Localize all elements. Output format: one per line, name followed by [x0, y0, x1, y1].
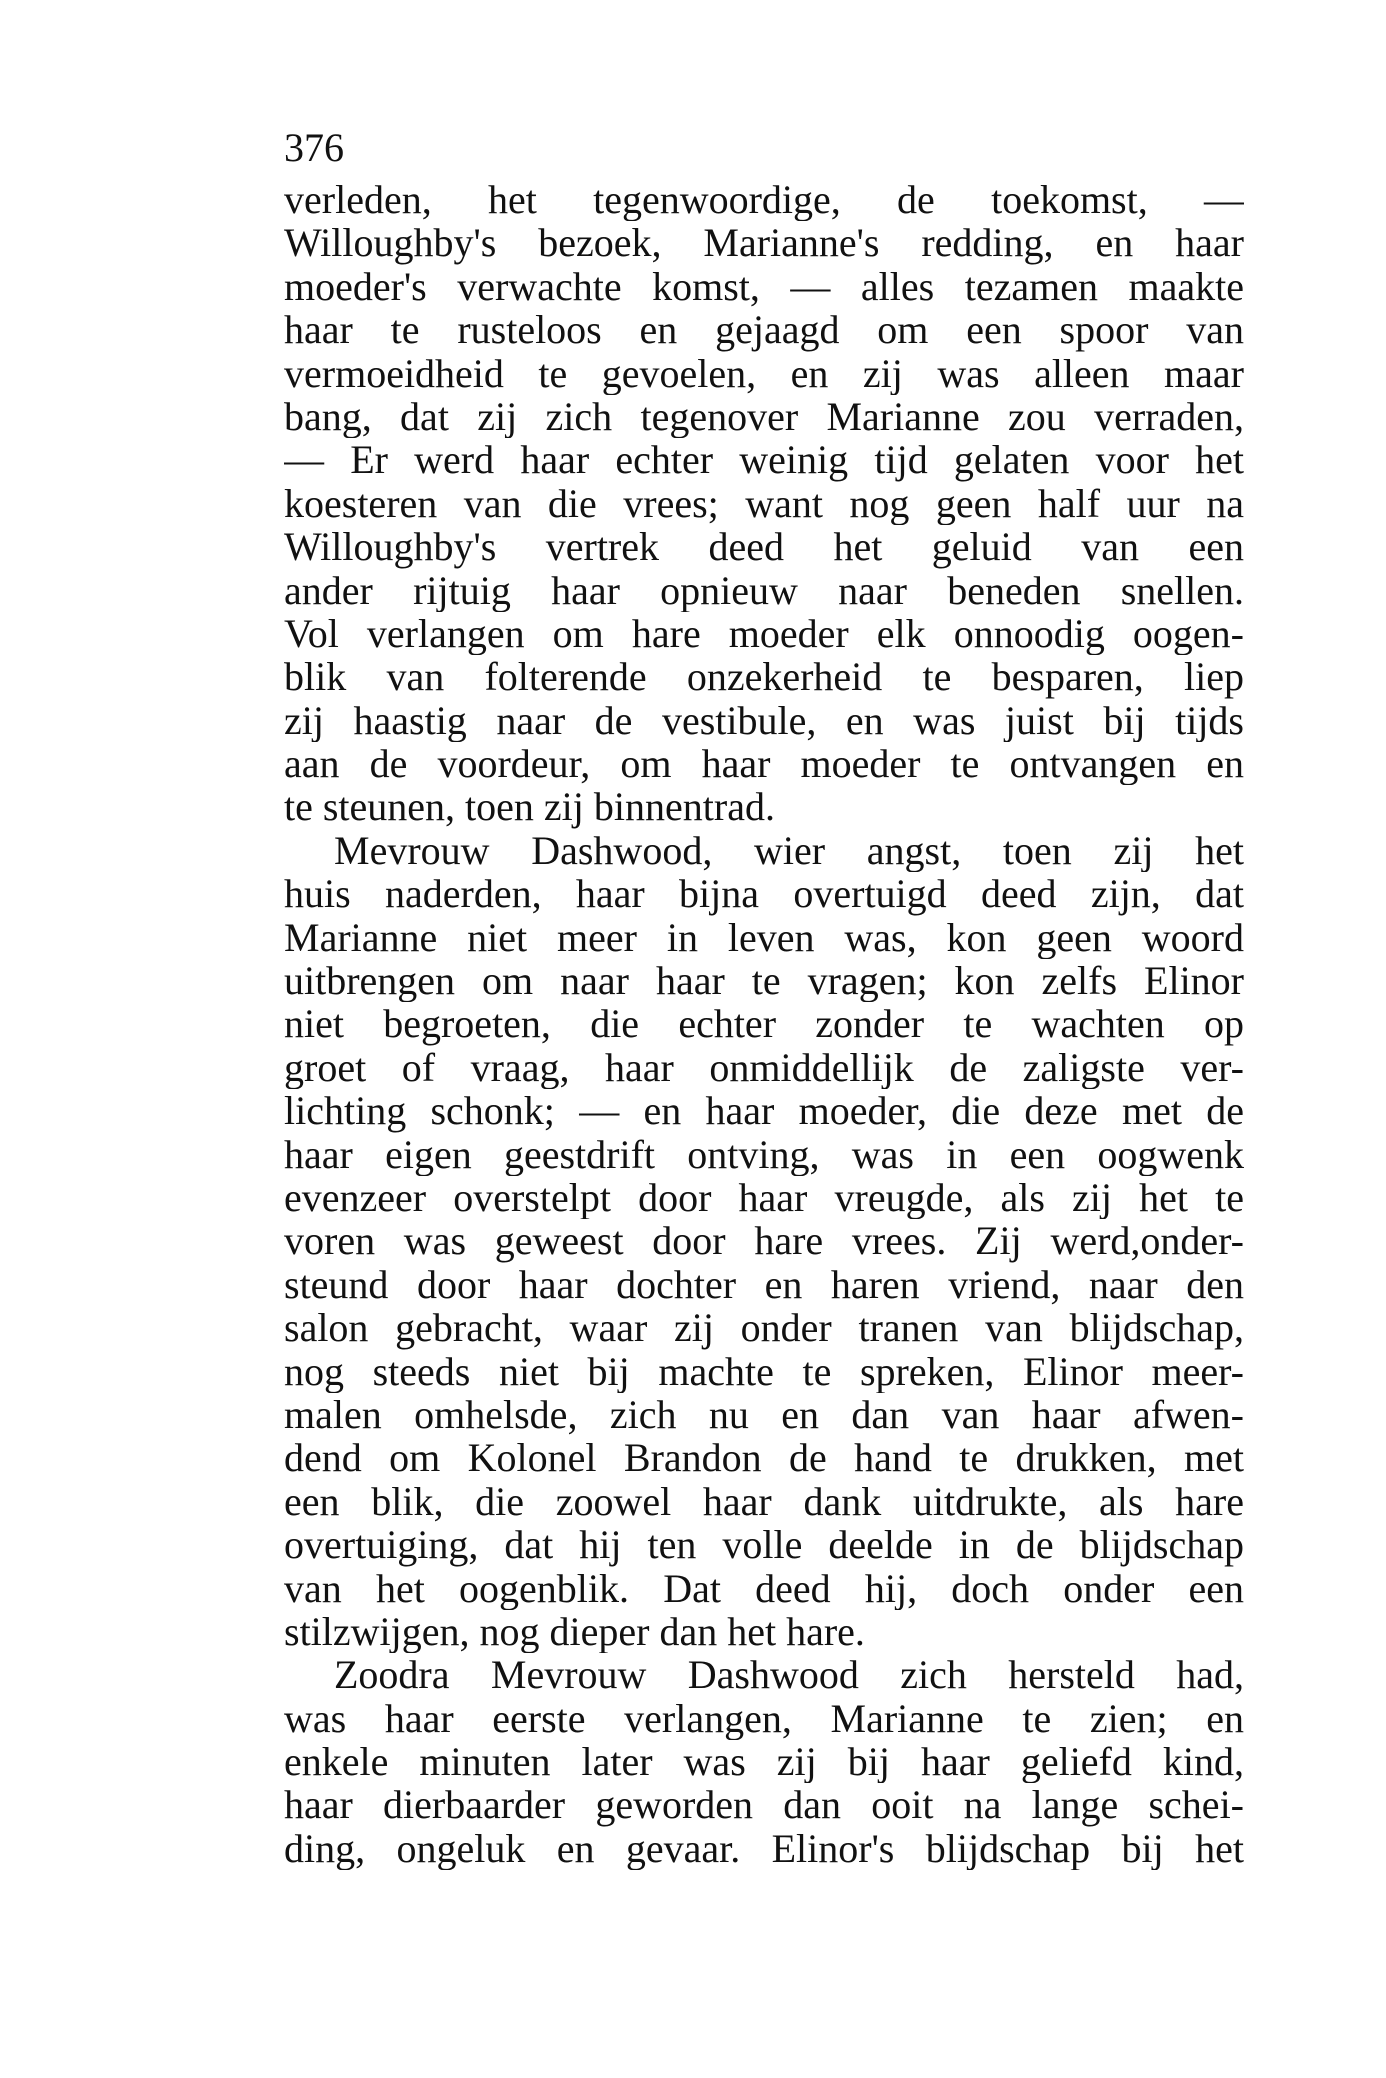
text-line: huis naderden, haar bijna overtuigd deed zijn, dat — [284, 872, 1244, 916]
text-line: vermoeidheid te gevoelen, en zij was alleen maar — [284, 351, 1244, 395]
text-line: nog steeds niet bij machte te spreken, Elinor meer- — [284, 1349, 1244, 1393]
body-text — [284, 178, 1244, 1870]
text-line: koesteren van die vrees; want nog geen half uur na — [284, 481, 1244, 526]
text-line: Vol verlangen om hare moeder elk onnoodig oogen- — [284, 611, 1244, 656]
text-line: zij haastig naar de vestibule, en was juist bij tijds — [284, 698, 1244, 743]
text-line: malen omhelsde, zich nu en dan van haar afwen- — [284, 1392, 1244, 1437]
text-line: ding, ongeluk en gevaar. Elinor's blijdschap bij het — [284, 1826, 1244, 1871]
text-line: groet of vraag, haar onmiddellijk de zaligste ver- — [284, 1045, 1244, 1090]
text-line: salon gebracht, waar zij onder tranen van blijdschap, — [284, 1306, 1244, 1350]
text-line: evenzeer overstelpt door haar vreugde, als zij het te — [284, 1175, 1244, 1220]
text-line: haar te rusteloos en gejaagd om een spoor van — [284, 308, 1244, 352]
text-line: Marianne niet meer in leven was, kon geen woord — [284, 915, 1244, 960]
text-line: overtuiging, dat hij ten volle deelde in de blijdschap — [284, 1523, 1244, 1567]
text-line: Willoughby's bezoek, Marianne's redding, en haar — [284, 221, 1244, 265]
text-line: lichting schonk; — en haar moeder, die deze met de — [284, 1089, 1244, 1133]
text-line: Zoodra Mevrouw Dashwood zich hersteld had, — [334, 1653, 1244, 1697]
text-line: voren was geweest door hare vrees. Zij werd,onder- — [284, 1219, 1244, 1263]
text-line: was haar eerste verlangen, Marianne te zien; en — [284, 1696, 1244, 1741]
text-line: een blik, die zoowel haar dank uitdrukte, als hare — [284, 1479, 1244, 1524]
text-line: Mevrouw Dashwood, wier angst, toen zij het — [334, 828, 1244, 873]
text-line: stilzwijgen, nog dieper dan het hare. — [284, 1609, 865, 1654]
text-line: — Er werd haar echter weinig tijd gelaten voor het — [284, 438, 1244, 482]
text-line: ander rijtuig haar opnieuw naar beneden snellen. — [284, 568, 1244, 612]
text-line: haar dierbaarder geworden dan ooit na lange schei- — [284, 1783, 1244, 1827]
page-number: 376 — [284, 125, 344, 170]
text-line: blik van folterende onzekerheid te besparen, liep — [284, 655, 1244, 699]
text-line: enkele minuten later was zij bij haar geliefd kind, — [284, 1740, 1244, 1784]
text-line: aan de voordeur, om haar moeder te ontvangen en — [284, 742, 1244, 786]
text-line: verleden, het tegenwoordige, de toekomst, — — [284, 178, 1244, 222]
text-line: niet begroeten, die echter zonder te wachten op — [284, 1002, 1244, 1046]
text-line: dend om Kolonel Brandon de hand te drukken, met — [284, 1436, 1244, 1480]
text-line: bang, dat zij zich tegenover Marianne zou verraden, — [284, 394, 1244, 439]
text-line: te steunen, toen zij binnentrad. — [284, 785, 775, 829]
text-line: steund door haar dochter en haren vriend, naar den — [284, 1262, 1244, 1307]
text-line: uitbrengen om naar haar te vragen; kon zelfs Elinor — [284, 959, 1244, 1003]
text-line: haar eigen geestdrift ontving, was in een oogwenk — [284, 1132, 1244, 1176]
text-line: van het oogenblik. Dat deed hij, doch onder een — [284, 1566, 1244, 1610]
text-line: moeder's verwachte komst, — alles tezamen maakte — [284, 264, 1244, 309]
text-line: Willoughby's vertrek deed het geluid van een — [284, 525, 1244, 569]
